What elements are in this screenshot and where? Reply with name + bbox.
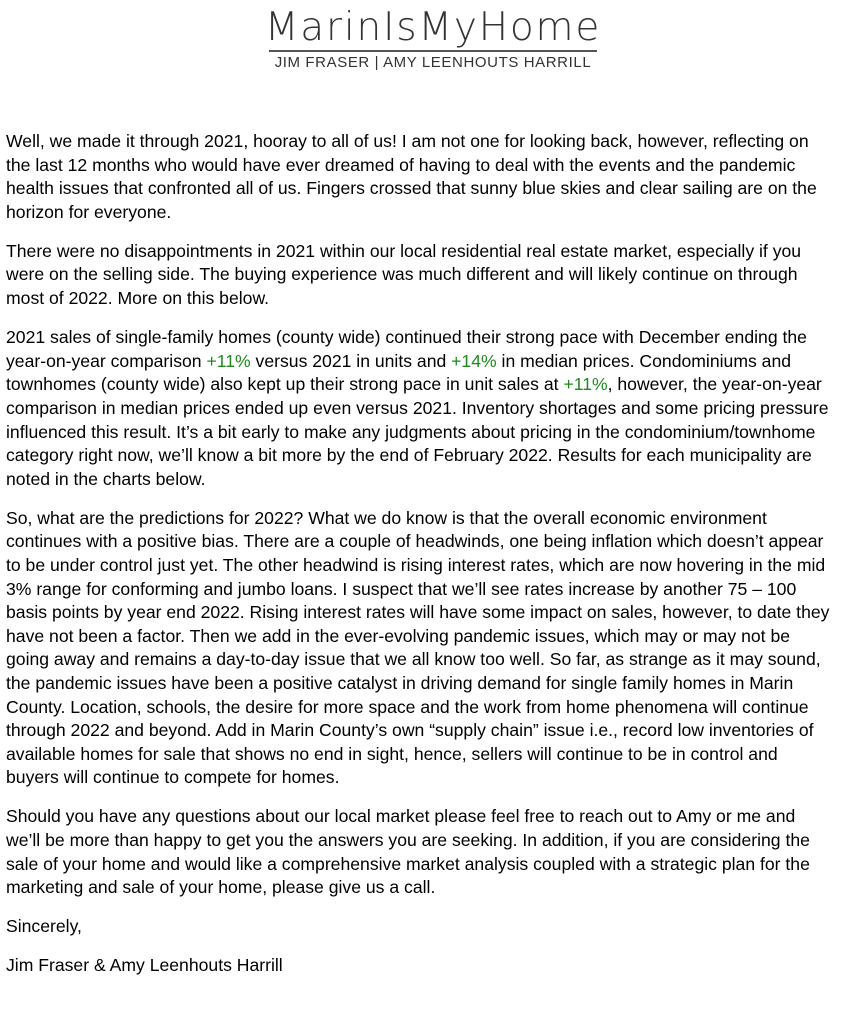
paragraph-contact: Should you have any questions about our local market please feel free to reach out to Amy or me and we’ll be more than happy to get you the answers you are seeking. In addition, if you are considering the sale of your home and would like a comprehensive market analysis coupled with a strategic plan for the marketing and sale of your home, please give us a call. bbox=[6, 806, 810, 898]
closing: Sincerely, bbox=[6, 916, 82, 937]
sales-text-1: 2021 sales of single-family homes (county wide) continued their strong pace with December ending the year-on-year comparison bbox=[6, 327, 807, 371]
logo-title: MarinIsMyHome bbox=[264, 5, 602, 50]
paragraph-market-overview: There were no disappointments in 2021 within our local residential real estate market, especially if you were on the selling side. The buying experience was much different and will likely continue on through most of 2022. More on this below. bbox=[6, 240, 802, 309]
paragraph-predictions: So, what are the predictions for 2022? What we do know is that the overall economic environment continues with a positive bias. There are a couple of headwinds, one being inflation which doesn’t appear to be under control just yet. The other headwind is rising interest rates, which are now hovering in the mid 3% range for conforming and jumbo loans. I suspect that we’ll see rates increase by another 75 – 100 basis points by year end 2022. Rising interest rates will have some impact on sales, however, to date they have not been a factor. Then we add in the ever-evolving pandemic issues, which may or may not be going away and remains a day-to-day issue that we all know too well. So far, as strange as it may sound, the pandemic issues have been a positive catalyst in driving demand for single family homes in Marin County. Location, schools, the desire for more space and the work from home phenomena will continue through 2022 and beyond. Add in Marin County’s own “supply chain” issue i.e., record low inventories of available homes for sale that shows no end in sight, hence, sellers will continue to be in control and buyers will continue to compete for homes. bbox=[6, 507, 830, 788]
condo-units-change: +11% bbox=[563, 374, 608, 395]
logo bbox=[264, 5, 602, 71]
sfh-median-price-change: +14% bbox=[451, 350, 497, 371]
logo-subtitle: JIM FRASER | AMY LEENHOUTS HARRILL bbox=[274, 54, 592, 71]
sales-text-3: in median prices. Condominiums and townhomes (county wide) also kept up their strong pace in unit sales at bbox=[6, 350, 792, 395]
sales-text-2: versus 2021 in units and bbox=[250, 350, 452, 371]
signature: Jim Fraser & Amy Leenhouts Harrill bbox=[6, 955, 283, 976]
logo-divider bbox=[269, 50, 597, 52]
sales-text-4: , however, the year-on-year comparison in median prices ended up even versus 2021. Inventory shortages and some pricing pressure influenced this result. It’s a bit early to make any judgments about pricing in the condominium/townhome category right now, we’ll know a bit more by the end of February 2022. Results for each municipality are noted in the charts below. bbox=[6, 374, 829, 489]
letterhead bbox=[0, 5, 866, 72]
paragraph-intro: Well, we made it through 2021, hooray to all of us! I am not one for looking back, however, reflecting on the last 12 months who would have ever dreamed of having to deal with the events and the pandemic health issues that confronted all of us. Fingers crossed that sunny blue skies and clear sailing are on the horizon for everyone. bbox=[6, 131, 817, 222]
letter-body bbox=[6, 130, 832, 994]
sfh-units-change: +11% bbox=[206, 350, 251, 371]
paragraph-sales-stats bbox=[6, 326, 832, 491]
